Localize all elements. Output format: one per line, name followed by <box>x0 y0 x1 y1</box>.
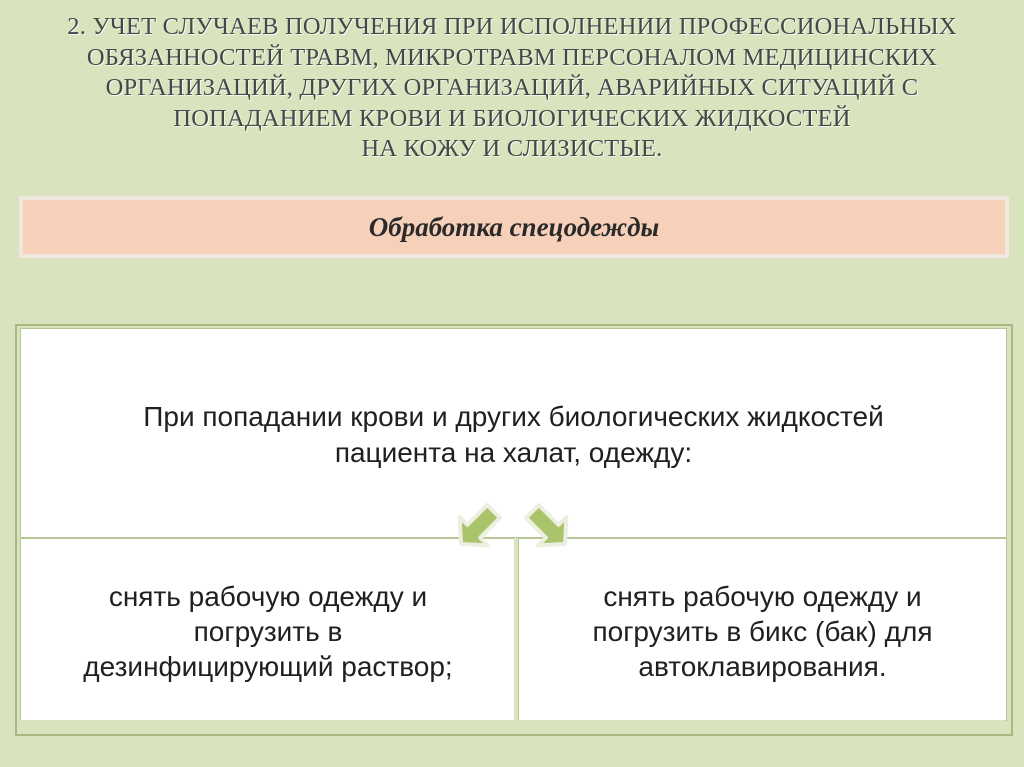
bottom-strip <box>20 720 1005 729</box>
option-box-autoclave <box>518 538 1007 721</box>
title-line: ОРГАНИЗАЦИЙ, ДРУГИХ ОРГАНИЗАЦИЙ, АВАРИЙНЫХ СИТУАЦИЙ С <box>105 74 919 101</box>
arrow-down-right-icon <box>517 497 579 557</box>
option-text <box>21 579 515 684</box>
title-line: 2. УЧЕТ СЛУЧАЕВ ПОЛУЧЕНИЯ ПРИ ИСПОЛНЕНИИ ПРОФЕССИОНАЛЬНЫХ <box>67 13 957 40</box>
option-line: автоклавирования. <box>638 651 887 682</box>
option-line: снять рабочую одежду и <box>108 581 428 612</box>
title-line: ОБЯЗАННОСТЕЙ ТРАВМ, МИКРОТРАВМ ПЕРСОНАЛОМ МЕДИЦИНСКИХ <box>86 43 938 71</box>
option-line: дезинфицирующий раствор; <box>83 651 453 682</box>
option-line: погрузить в бикс (бак) для <box>592 616 933 647</box>
title-line: ПОПАДАНИЕМ КРОВИ И БИОЛОГИЧЕСКИХ ЖИДКОСТЕЙ <box>173 104 851 132</box>
option-line: снять рабочую одежду и <box>603 581 922 612</box>
condition-line: При попадании крови и других биологических жидкостей <box>143 401 884 432</box>
section-heading-bar <box>19 196 1009 258</box>
condition-line: пациента на халат, одежду: <box>334 437 693 468</box>
condition-text <box>21 399 1006 471</box>
title-line: НА КОЖУ И СЛИЗИСТЫЕ. <box>361 135 663 162</box>
option-text <box>519 579 1006 684</box>
section-heading: Обработка спецодежды <box>368 211 660 242</box>
slide-title <box>20 12 1004 165</box>
arrow-down-left-icon <box>447 497 509 557</box>
condition-box <box>20 328 1007 538</box>
option-line: погрузить в <box>193 616 343 647</box>
option-box-disinfect <box>20 538 516 721</box>
